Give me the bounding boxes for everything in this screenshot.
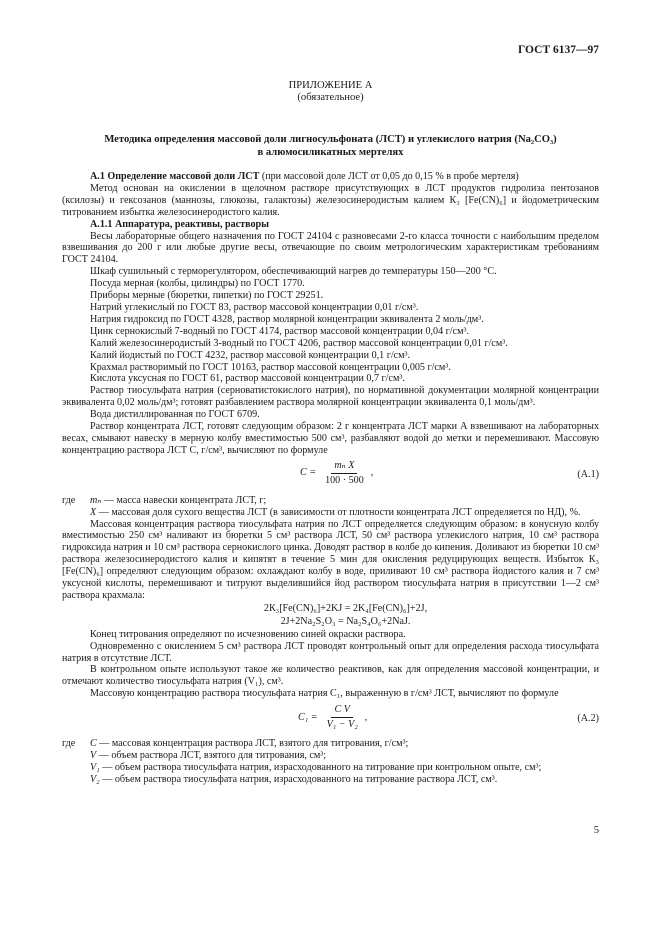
formula-a2-legend xyxy=(62,738,599,786)
formula-a2-comma: , xyxy=(364,711,368,723)
reagent-item: Кислота уксусная по ГОСТ 61, раствор массовой концентрации 0,7 г/см³. xyxy=(90,373,405,385)
reagent-item: Крахмал растворимый по ГОСТ 10163, раствор массовой концентрации 0,005 г/см³. xyxy=(90,361,451,373)
legend-text: — массовая концентрация раствора ЛСТ, взятого для титрования, г/см³; xyxy=(96,738,409,750)
reagent-item: Раствор тиосульфата натрия (серноватистокислого натрия), по нормативной документации молярной концентрации эквивалента 0,02 моль/дм³; готовят разбавлением раствора молярной концентрации эквивалента 0,1 моль/дм³. xyxy=(62,385,599,409)
reagent-item: Раствор концентрата ЛСТ, готовят следующим образом: 2 г концентрата ЛСТ марки А взвешивают на лабораторных весах, смывают навеску в мерную колбу вместимостью 500 см³, разбавляют водой до метки и перемешивают. Массовую концентрацию раствора ЛСТ С, г/см³, вычисляют по формуле xyxy=(62,421,599,456)
legend-row xyxy=(62,762,599,774)
formula-a2 xyxy=(62,704,599,734)
legend-row xyxy=(62,507,599,519)
section-a1-heading-bold: А.1 Определение массовой доли ЛСТ xyxy=(90,171,260,182)
legend-text: — объем раствора тиосульфата натрия, израсходованного на титрование при контрольном опыте, см³; xyxy=(99,761,542,773)
titration-end: Конец титрования определяют по исчезновению синей окраски раствора. xyxy=(90,628,406,640)
legend-symbol: V xyxy=(90,750,97,762)
legend-text: — объем раствора ЛСТ, взятого для титрования, см³; xyxy=(96,750,327,762)
legend-entry xyxy=(90,495,266,507)
section-a1-heading-rest: (при массовой доле ЛСТ от 0,05 до 0,15 % в пробе мертеля) xyxy=(259,171,519,182)
page-number: 5 xyxy=(593,825,599,836)
legend-row xyxy=(62,738,599,750)
legend-symbol: mₙ xyxy=(90,494,102,506)
legend-symbol: C xyxy=(90,738,97,750)
formula-a1 xyxy=(62,460,599,492)
equipment-item: Посуда мерная (колбы, цилиндры) по ГОСТ 1770. xyxy=(90,278,305,290)
formula-a1-number: (А.1) xyxy=(577,468,599,480)
legend-row xyxy=(62,750,599,762)
thiosulfate-procedure: Массовая концентрация раствора тиосульфата натрия по ЛСТ определяется следующим образом: в конусную колбу вместимостью 250 см³ наливают из бюретки 5 см³ раствора ЛСТ, 50 см³ раствора углекислого натрия, 10 см³ раствора гидроксида натрия и 10 см³ раствора сернокислого цинка. Доводят раствор в колбе до кипения. Доливают из бюретки 10 см³ раствора железосинеродистого калия и кипятят в течение 5 мин для окисления редуцирующих веществ. Избыток К₃ [Fe(CN)₆] определяют следующим образом: охлаждают колбу в воде, приливают 10 см³ раствора йодистого калия и 7 см³ уксусной кислоты, перемешивают и титруют выделившийся йод раствором тиосульфата натрия в присутствии 1—2 см³ раствора крахмала: xyxy=(62,518,599,601)
formula-a2-number: (А.2) xyxy=(577,713,599,725)
formula-a1-numerator: mₙ X xyxy=(331,460,357,474)
formula-a2-fraction xyxy=(324,704,361,731)
formula-a1-comma: , xyxy=(370,467,374,479)
formula-a2-lhs: C₁ = xyxy=(298,711,318,723)
formula-a1-lhs: C = xyxy=(300,467,317,479)
legend-symbol: X xyxy=(90,506,97,518)
equipment-item: Приборы мерные (бюретки, пипетки) по ГОСТ 29251. xyxy=(90,290,324,302)
method-title-line2: в алюмосиликатных мертелях xyxy=(257,146,404,158)
formula-a2-numerator: C V xyxy=(331,704,352,718)
reagent-item: Калий железосинеродистый 3-водный по ГОСТ 4206, раствор массовой концентрации 0,01 г/см³. xyxy=(90,337,508,349)
document-body xyxy=(62,171,599,786)
document-code: ГОСТ 6137—97 xyxy=(518,44,599,56)
appendix-status: (обязательное) xyxy=(297,91,364,103)
concentration-intro: Массовую концентрацию раствора тиосульфата натрия C₁, выраженную в г/см³ ЛСТ, вычисляют по формуле xyxy=(90,688,559,700)
legend-text: — масса навески концентрата ЛСТ, г; xyxy=(101,494,267,506)
legend-entry xyxy=(90,762,541,774)
legend-where: где xyxy=(62,494,76,506)
control-experiment: Одновременно с окислением 5 см³ раствора ЛСТ проводят контрольный опыт для определения расхода тиосульфата натрия в отсутствие ЛСТ. xyxy=(62,640,599,664)
formula-a1-legend xyxy=(62,495,599,519)
formula-a2-expression xyxy=(298,704,367,731)
formula-a2-denominator: V₁ − V₂ xyxy=(326,719,358,731)
method-title-line1: Методика определения массовой доли лигносульфоната (ЛСТ) и углекислого натрия (Na₂CO₃) xyxy=(104,134,557,145)
appendix-heading xyxy=(0,80,661,103)
legend-entry xyxy=(90,507,581,519)
legend-row xyxy=(62,774,599,786)
reagent-item: Натрия гидроксид по ГОСТ 4328, раствор молярной концентрации эквивалента 2 моль/дм³. xyxy=(90,313,484,325)
reagent-item: Вода дистиллированная по ГОСТ 6709. xyxy=(90,409,260,421)
reagent-item: Натрий углекислый по ГОСТ 83, раствор массовой концентрации 0,01 г/см³. xyxy=(90,301,419,313)
appendix-title: ПРИЛОЖЕНИЕ А xyxy=(288,80,373,91)
equipment-item: Весы лабораторные общего назначения по ГОСТ 24104 с разновесами 2-го класса точности с наибольшим пределом взвешивания до 200 г или любые другие весы, отвечающие по своим метрологическим характеристикам требованиям ГОСТ 24104. xyxy=(62,230,599,266)
control-experiment-details: В контрольном опыте используют такое же количество реактивов, как для определения массовой концентрации, и отмечают количество тиосульфата натрия (V₁), см³. xyxy=(62,664,599,688)
equipment-item: Шкаф сушильный с терморегулятором, обеспечивающий нагрев до температуры 150—200 °С. xyxy=(90,266,497,278)
section-a11-heading-bold: А.1.1 Аппаратура, реактивы, растворы xyxy=(90,218,270,230)
section-a1-heading xyxy=(62,171,599,183)
reaction-equation-1: 2К₃[Fe(CN)₆]+2KJ = 2K₄[Fe(CN)₆]+2J, xyxy=(263,602,428,614)
legend-where: где xyxy=(62,738,76,750)
legend-text: — массовая доля сухого вещества ЛСТ (в зависимости от плотности концентрата ЛСТ определяется по НД), %. xyxy=(96,506,581,518)
legend-symbol: V₂ xyxy=(90,773,100,785)
reagent-item: Цинк сернокислый 7-водный по ГОСТ 4174, раствор массовой концентрации 0,04 г/см³. xyxy=(90,325,470,337)
reaction-equation-2: 2J+2Na₂S₂O₃ = Na₂S₄O₆+2NaJ. xyxy=(280,615,411,627)
formula-a1-fraction xyxy=(322,460,367,487)
formula-a1-expression xyxy=(300,460,373,487)
reagent-item: Калий йодистый по ГОСТ 4232, раствор массовой концентрации 0,1 г/см³. xyxy=(90,349,411,361)
formula-a1-denominator: 100 · 500 xyxy=(325,474,364,486)
legend-symbol: V₁ xyxy=(90,761,100,773)
legend-text: — объем раствора тиосульфата натрия, израсходованного на титрование раствора ЛСТ, см³. xyxy=(99,773,498,785)
legend-entry xyxy=(90,738,408,750)
method-title xyxy=(62,134,599,159)
section-a11-heading xyxy=(62,219,599,231)
legend-entry xyxy=(90,774,497,786)
legend-row xyxy=(62,495,599,507)
legend-entry xyxy=(90,750,326,762)
method-description: Метод основан на окислении в щелочном растворе присутствующих в ЛСТ продуктов гидролиза пентозанов (ксилозы) и гексозанов (маннозы, глюкозы, галактозы) железосинеродистым калием К₃ [Fe(CN)₆] и йодометрическим титрованием избытка железосинеродистого калия. xyxy=(62,182,599,218)
